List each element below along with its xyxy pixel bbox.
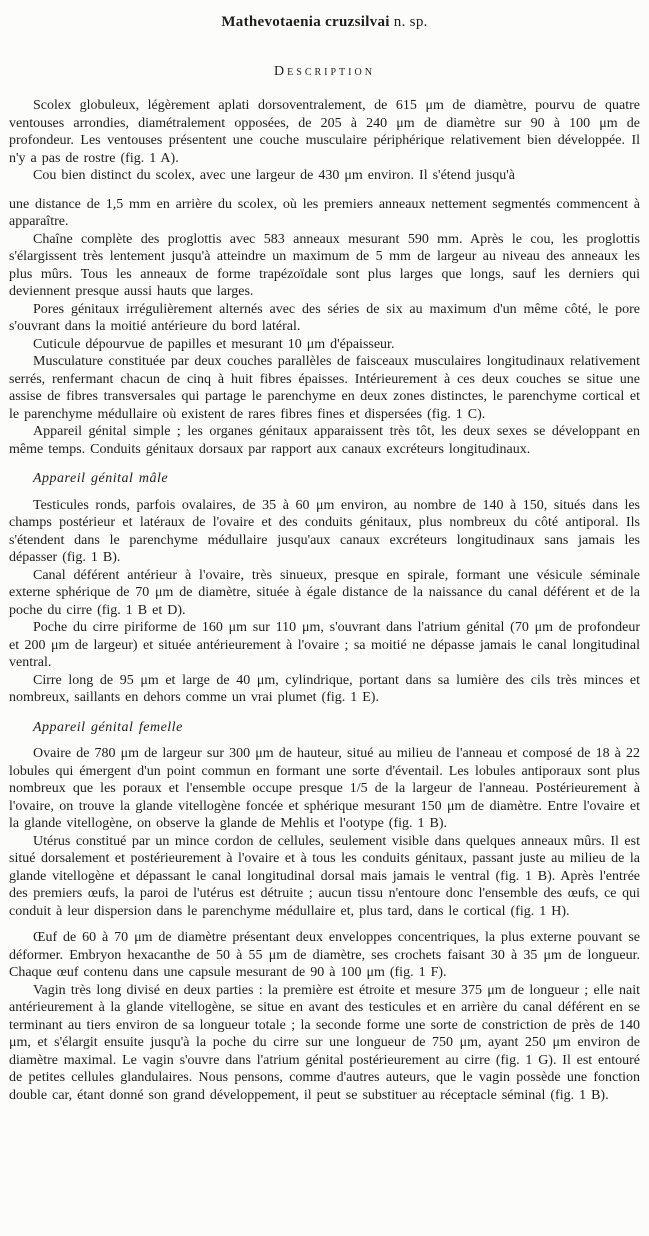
paragraph: Ovaire de 780 μm de largeur sur 300 μm de hauteur, situé au milieu de l'anneau et composé de 18 à 22 lobules qui émergent d'un point commun en formant une sorte d'éventail. Les lobules antiporaux sont plus nombreux que les poraux et l'ensemble occupe presque 1/5 de la largeur de l'anneau. Postérieurement à l'ovaire, on trouve la glande vitellogène foncée et sphérique mesurant 150 μm de diamètre. Entre l'ovaire et la glande vitellogène, on observe la glande de Mehlis et l'ootype (fig. 1 B). bbox=[9, 746, 640, 831]
paragraph: Testicules ronds, parfois ovalaires, de 35 à 60 μm environ, au nombre de 140 à 150, situés dans les champs postérieur et latéraux de l'ovaire et des conduits génitaux, plus nombreux du côté antiporal. Ils s'étendent dans le parenchyme médullaire jusqu'aux canaux excréteurs longitudinaux sans jamais les dépasser (fig. 1 B). bbox=[9, 497, 640, 565]
paragraph: Appareil génital simple ; les organes génitaux apparaissent très tôt, les deux sexes se développant en même temps. Conduits génitaux dorsaux par rapport aux canaux excréteurs longitudinaux. bbox=[9, 424, 640, 457]
page-title bbox=[9, 14, 640, 31]
subsection-heading-male: Appareil génital mâle bbox=[33, 471, 169, 486]
paragraph: Cuticule dépourvue de papilles et mesurant 10 μm d'épaisseur. bbox=[33, 336, 395, 352]
paragraph: Canal déférent antérieur à l'ovaire, très sinueux, presque en spirale, formant une vésicule séminale externe sphérique de 70 μm de diamètre, située à égale distance de la naissance du canal déférent et de la poche du cirre (fig. 1 B et D). bbox=[9, 567, 640, 618]
section-heading-description: Description bbox=[274, 64, 375, 79]
paragraph: Scolex globuleux, légèrement aplati dorsoventralement, de 615 μm de diamètre, pourvu de quatre ventouses arrondies, diamétralement opposées, de 205 à 240 μm de diamètre sur 90 à 100 μm de profondeur. Les ventouses présentent une couche musculaire périphérique relativement bien développée. Il n'y a pas de rostre (fig. 1 A). bbox=[9, 98, 640, 166]
species-suffix: n. sp. bbox=[389, 14, 428, 30]
paragraph: Chaîne complète des proglottis avec 583 anneaux mesurant 590 mm. Après le cou, les proglottis s'élargissent très lentement jusqu'à atteindre un maximum de 5 mm de largeur au niveau des anneaux les plus mûrs. Tous les anneaux de forme trapézoïdale sont plus larges que longs, sauf les derniers qui deviennent presque aussi hauts que larges. bbox=[9, 231, 640, 299]
paragraph: Cirre long de 95 μm et large de 40 μm, cylindrique, portant dans sa lumière des cils très minces et nombreux, saillants en dehors comme un vrai plumet (fig. 1 E). bbox=[9, 672, 640, 705]
paragraph: Cou bien distinct du scolex, avec une largeur de 430 μm environ. Il s'étend jusqu'à bbox=[33, 168, 515, 183]
paragraph: Poche du cirre piriforme de 160 μm sur 110 μm, s'ouvrant dans l'atrium génital (70 μm de profondeur et 200 μm de largeur) et située antérieurement à l'ovaire ; sa moitié ne dépasse jamais le canal longitudinal ventral. bbox=[9, 620, 640, 670]
paragraph: Utérus constitué par un mince cordon de cellules, seulement visible dans quelques anneaux mûrs. Il est situé dorsalement et postérieurement à l'ovaire et à tous les conduits génitaux, passant juste au milieu de la glande vitellogène et dépassant le canal longitudinal dorsal mais jamais le ventral (fig. 1 B). Après l'entrée des premiers œufs, la paroi de l'utérus est détruite ; aucun tissu n'entoure donc l'ensemble des œufs, ce qui conduit à leur dispersion dans le parenchyme médullaire et, plus tard, dans le cortical (fig. 1 H). bbox=[9, 833, 640, 919]
paragraph: Musculature constituée par deux couches parallèles de faisceaux musculaires longitudinaux relativement serrés, renfermant chacun de cinq à huit fibres épaisses. Intérieurement à ces deux couches se situe une assise de fibres transversales qui partage le parenchyme en deux zones distinctes, le parenchyme cortical et le parenchyme médullaire où existent de rares fibres fines et dispersées (fig. 1 C). bbox=[9, 354, 640, 422]
species-name: Mathevotaenia cruzsilvai bbox=[221, 14, 390, 30]
paragraph: Pores génitaux irrégulièrement alternés avec des séries de six au maximum d'un même côté, le pore s'ouvrant dans la moitié antérieure du bord latéral. bbox=[9, 301, 640, 334]
paragraph: Vagin très long divisé en deux parties : la première est étroite et mesure 375 μm de longueur ; elle nait antérieurement à la glande vitellogène, se situe en avant des testicules et en arrière du canal déférent en se terminant au tiers environ de sa longueur totale ; la seconde forme une sorte de constriction de près de 140 μm, et s'élargit ensuite jusqu'à la poche du cirre sur une longueur de 750 μm, ayant 250 μm environ de diamètre maximal. Le vagin s'ouvre dans l'atrium génital postérieurement au cirre (fig. 1 G). Il est entouré de petites cellules glandulaires. Nous pensons, comme d'autres auteurs, que le vagin possède une fonction double car, étant donné son grand développement, il peut se substituer au réceptacle séminal (fig. 1 B). bbox=[9, 982, 640, 1103]
paragraph: Œuf de 60 à 70 μm de diamètre présentant deux enveloppes concentriques, la plus externe pouvant se déformer. Embryon hexacanthe de 50 à 55 μm de diamètre, ses crochets faisant 30 à 35 μm de longueur. Chaque œuf contenu dans une capsule mesurant de 90 à 100 μm (fig. 1 F). bbox=[9, 930, 640, 980]
paragraph: une distance de 1,5 mm en arrière du scolex, où les premiers anneaux nettement segmentés commencent à apparaître. bbox=[9, 196, 640, 229]
subsection-heading-female: Appareil génital femelle bbox=[33, 719, 183, 735]
article-body bbox=[9, 97, 640, 1104]
